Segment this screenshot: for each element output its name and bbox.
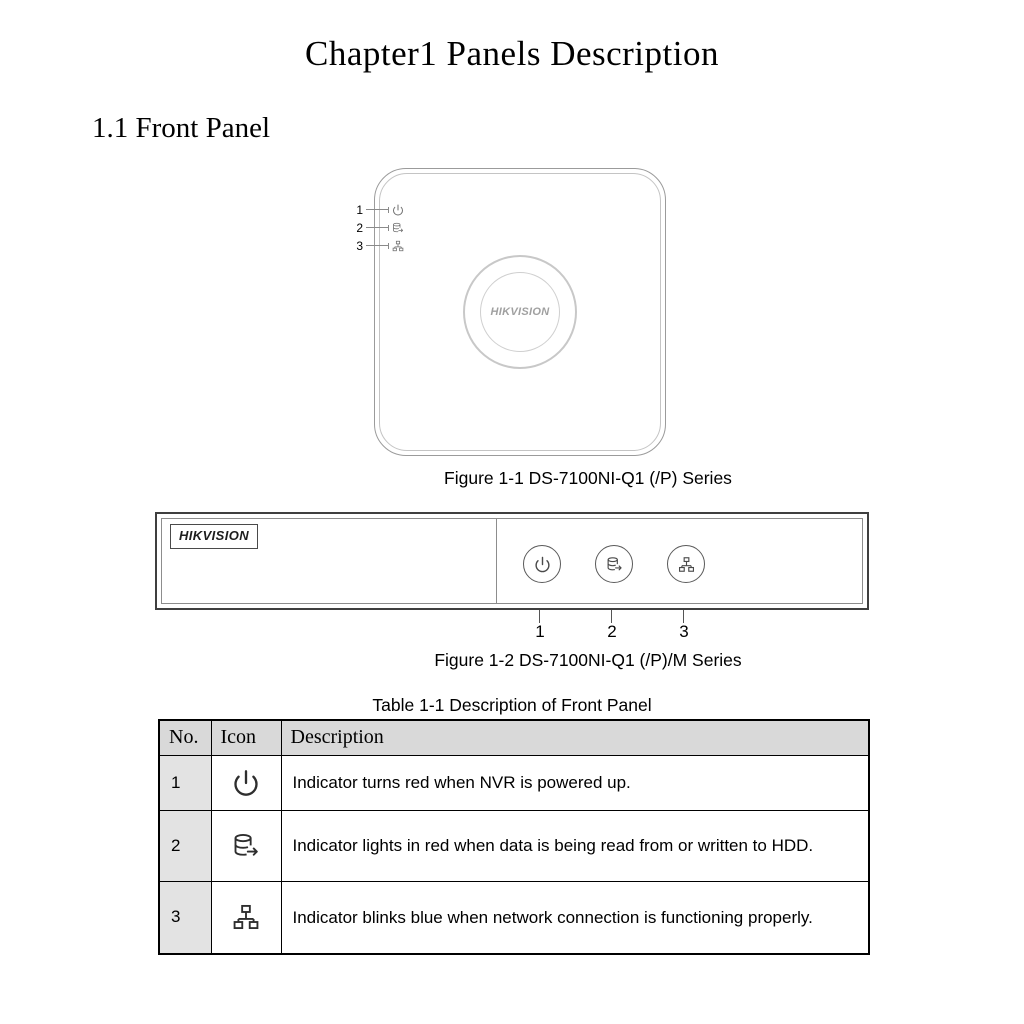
table-row — [159, 881, 869, 954]
hikvision-logo: HIKVISION — [490, 306, 550, 318]
panel-divider-line — [496, 519, 497, 603]
figure-1-logo-inner-ring — [480, 272, 560, 352]
table-cell-description: Indicator turns red when NVR is powered up. — [281, 755, 869, 810]
table-header-description: Description — [281, 720, 869, 755]
callout-number: 3 — [679, 622, 689, 641]
table-header-no: No. — [159, 720, 211, 755]
figure-2-panel — [155, 512, 869, 610]
table-cell-description: Indicator lights in red when data is being read from or written to HDD. — [281, 810, 869, 881]
callout-number: 1 — [535, 622, 545, 641]
callout-number: 2 — [607, 622, 617, 641]
table-cell-no: 2 — [159, 810, 211, 881]
table-header-icon: Icon — [211, 720, 281, 755]
indicator-row-network — [352, 239, 404, 252]
hdd-icon — [392, 222, 404, 234]
network-indicator-button — [667, 545, 705, 583]
table-row — [159, 810, 869, 881]
hdd-icon — [606, 556, 623, 573]
indicator-number: 2 — [356, 220, 363, 235]
power-icon — [232, 769, 260, 797]
table-cell-no: 1 — [159, 755, 211, 810]
table-header-row — [159, 720, 869, 755]
table-cell-icon — [211, 755, 281, 810]
section-heading: 1.1 Front Panel — [92, 112, 271, 144]
table-cell-description: Indicator blinks blue when network connection is functioning properly. — [281, 881, 869, 954]
table-caption: Table 1-1 Description of Front Panel — [372, 695, 652, 715]
figure-1-indicator-callouts — [352, 203, 404, 252]
hdd-icon — [232, 832, 260, 860]
table-cell-icon — [211, 881, 281, 954]
power-icon — [392, 204, 404, 216]
figure-2-panel-inner-outline — [161, 518, 863, 604]
power-icon — [534, 556, 551, 573]
hikvision-logo: HIKVISION — [179, 528, 250, 543]
leader-line — [366, 209, 389, 210]
indicator-number: 1 — [356, 202, 363, 217]
figure-1-logo-ring — [463, 255, 577, 369]
table-cell-icon — [211, 810, 281, 881]
page-title: Chapter1 Panels Description — [305, 34, 719, 73]
hikvision-logo-box — [170, 524, 258, 549]
figure-2-caption: Figure 1-2 DS-7100NI-Q1 (/P)/M Series — [434, 650, 742, 670]
indicator-row-hdd — [352, 221, 404, 234]
figure-1-caption: Figure 1-1 DS-7100NI-Q1 (/P) Series — [444, 468, 732, 488]
power-indicator-button — [523, 545, 561, 583]
front-panel-table — [158, 719, 870, 955]
hdd-indicator-button — [595, 545, 633, 583]
table-cell-no: 3 — [159, 881, 211, 954]
indicator-row-power — [352, 203, 404, 216]
network-icon — [678, 556, 695, 573]
leader-line — [366, 227, 389, 228]
leader-line — [366, 245, 389, 246]
indicator-number: 3 — [356, 238, 363, 253]
network-icon — [232, 903, 260, 931]
figure-1-device — [374, 168, 666, 456]
network-icon — [392, 240, 404, 252]
table-row — [159, 755, 869, 810]
